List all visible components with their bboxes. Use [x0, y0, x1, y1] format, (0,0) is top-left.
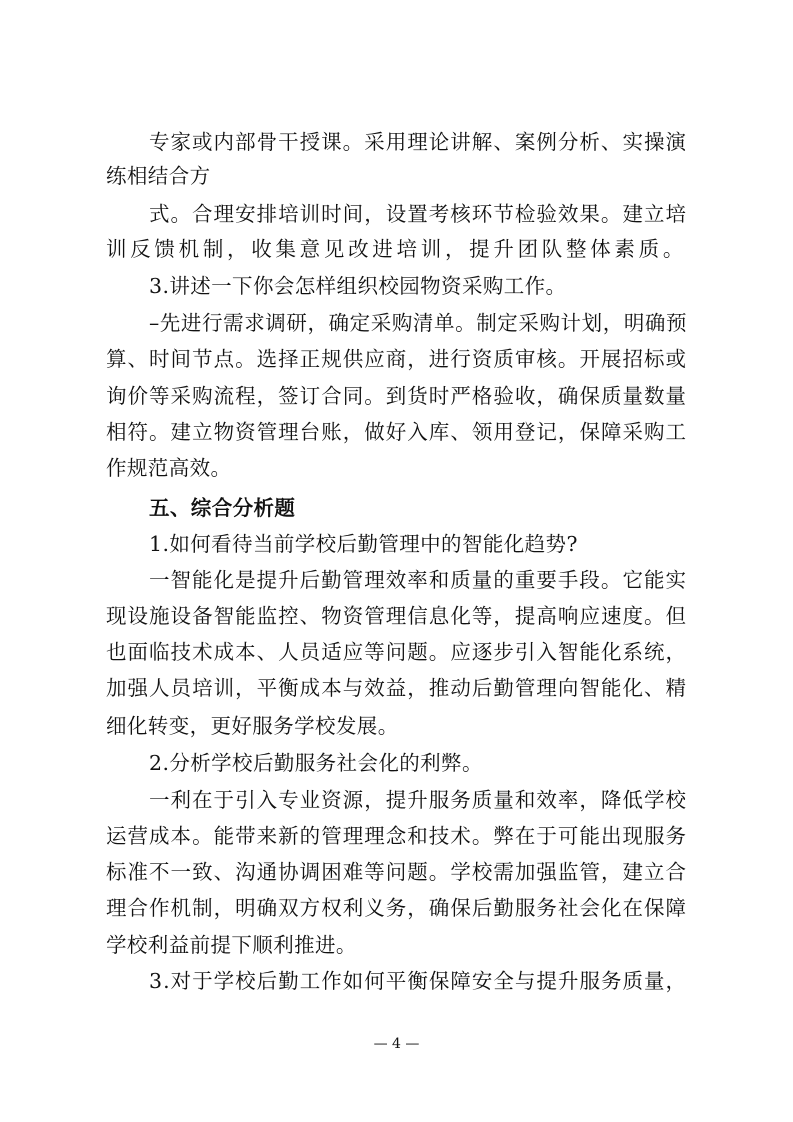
question-heading: 3.对于学校后勤工作如何平衡保障安全与提升服务质量，: [149, 969, 688, 993]
text-line: 算、时间节点。选择正规供应商，进行资质审核。开展招标或: [106, 347, 688, 371]
text-line: 运营成本。能带来新的管理理念和技术。弊在于可能出现服务: [106, 824, 688, 848]
page-number: — 4 —: [373, 1036, 420, 1052]
text-line: 作规范高效。: [106, 456, 232, 480]
text-line: 现设施设备智能监控、物资管理信息化等，提高响应速度。但: [106, 604, 688, 628]
text-line: 也面临技术成本、人员适应等问题。应逐步引入智能化系统，: [106, 640, 688, 664]
text-line: 专家或内部骨干授课。采用理论讲解、案例分析、实操演: [149, 130, 687, 154]
text-line: 练相结合方: [106, 164, 211, 188]
text-line: 式。合理安排培训时间，设置考核环节检验效果。建立培: [149, 202, 687, 226]
text-line: 相符。建立物资管理台账，做好入库、领用登记，保障采购工: [106, 420, 688, 444]
section-heading: 五、综合分析题: [149, 496, 296, 520]
text-line: 一智能化是提升后勤管理效率和质量的重要手段。它能实: [149, 568, 687, 592]
text-line: –先进行需求调研，确定采购清单。制定采购计划，明确预: [149, 311, 688, 335]
text-line: 学校利益前提下顺利推进。: [106, 933, 357, 957]
text-line: 训反馈机制，收集意见改进培训，提升团队整体素质。: [106, 237, 688, 261]
text-line: 理合作机制，明确双方权利义务，确保后勤服务社会化在保障: [106, 896, 688, 920]
text-line: 一利在于引入专业资源，提升服务质量和效率，降低学校: [149, 788, 687, 812]
text-line: 细化转变，更好服务学校发展。: [106, 714, 399, 738]
text-line: 询价等采购流程，签订合同。到货时严格验收，确保质量数量: [106, 384, 688, 408]
question-heading: 2.分析学校后勤服务社会化的利弊。: [149, 751, 483, 775]
question-heading: 1.如何看待当前学校后勤管理中的智能化趋势?: [149, 532, 578, 556]
text-line: 标准不一致、沟通协调困难等问题。学校需加强监管，建立合: [106, 860, 688, 884]
text-line: 加强人员培训，平衡成本与效益，推动后勤管理向智能化、精: [106, 676, 688, 700]
question-heading: 3.讲述一下你会怎样组织校园物资采购工作。: [149, 274, 567, 298]
